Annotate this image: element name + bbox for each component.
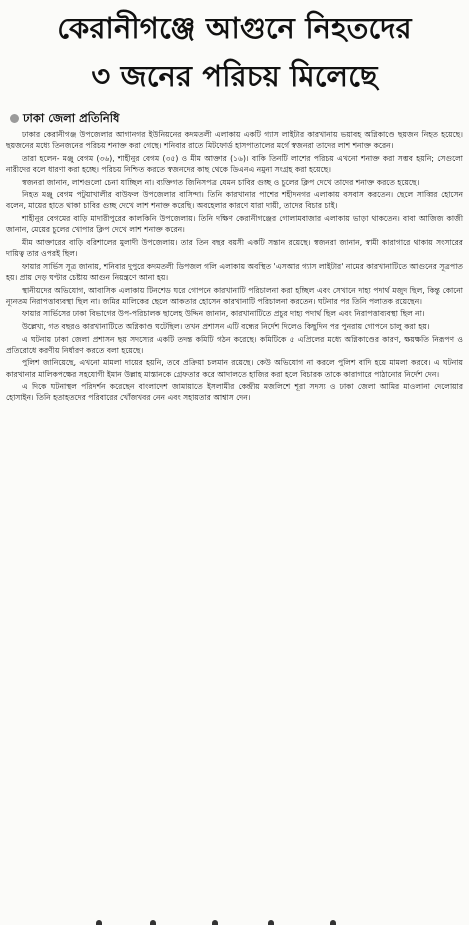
bullet-icon (10, 114, 19, 123)
article-paragraph: ফায়ার সার্ভিসের ঢাকা বিভাগের উপ-পরিচালক ছালেহ উদ্দিন জানান, কারখানাটিতে প্রচুর দাহ্য পদার্থ ছিল এবং নিরাপত্তাব্যবস্থা ছিল না। (22, 309, 425, 319)
cropped-next-headline (0, 918, 469, 924)
article-paragraph: মীম আক্তারের বাড়ি বরিশালের মুলাদী উপজেলায়। তার তিন বছর বয়সী একটি সন্তান রয়েছে। স্বজনরা জানান, স্বামী কারাগারে থাকায় সংসারের দায়িত্ব তার ওপরই ছিল। (6, 237, 463, 259)
article-paragraph: এ দিকে ঘটনাস্থল পরিদর্শন করেছেন বাংলাদেশ জামায়াতে ইসলামীর কেন্দ্রীয় মজলিশে শূরা সদস্য ও ঢাকা জেলা আমির মাওলানা দেলোয়ার হোসাইন। তিনি হতাহতদের পরিবারের খোঁজখবর নেন এবং সহায়তার আশ্বাস দেন। (6, 382, 463, 403)
headline (6, 4, 463, 100)
article-paragraph: এ ঘটনায় ঢাকা জেলা প্রশাসন ছয় সদস্যের একটি তদন্ত কমিটি গঠন করেছে। কমিটিকে ৫ এপ্রিলের মধ্যে অগ্নিকাণ্ডের কারণ, ক্ষয়ক্ষতি নিরূপণ ও প্রতিরোধে করণীয় নির্ধারণ করতে বলা হয়েছে। (6, 334, 463, 355)
article-paragraph: স্থানীয়দের অভিযোগ, আবাসিক এলাকায় টিনশেড ঘরে গোপনে কারখানাটি পরিচালনা করা হচ্ছিল এবং সেখানে দাহ্য পদার্থ মজুদ ছিল, কিন্তু কোনো ন্যূনতম নিরাপত্তাব্যবস্থা ছিল না। জমির মালিকের ছেলে আকতার হোসেন কারখানাটি পরিচালনা করতেন। ঘটনার পর তিনি পলাতক রয়েছেন। (6, 285, 463, 306)
article-paragraph: পুলিশ জানিয়েছে, এখনো মামলা দায়ের হয়নি, তবে প্রক্রিয়া চলমান রয়েছে। কেউ অভিযোগ না করলে পুলিশ বাদি হয়ে মামলা করবে। এ ঘটনায় কারখানার মালিকপক্ষের সহযোগী ইমান উল্লাহ মাস্তানকে গ্রেফতার করে আদালতে হাজির করা হলে বিচারক তাকে কারাগারে পাঠানোর নির্দেশ দেন। (6, 358, 463, 379)
article-paragraph: ফায়ার সার্ভিস সূত্র জানায়, শনিবার দুপুরে কদমতলী ডিপজল গলি এলাকায় অবস্থিত 'এসআর গ্যাস লাইটার' নামের কারখানাটিতে আগুনের সূত্রপাত হয়। প্রায় দেড় ঘণ্টার চেষ্টায় আগুন নিয়ন্ত্রণে আনা হয়। (6, 261, 463, 282)
byline (10, 110, 463, 127)
article-paragraph: ঢাকার কেরানীগঞ্জ উপজেলার আগানগর ইউনিয়নের কদমতলী এলাকায় একটি গ্যাস লাইটার কারখানায় ভয়াবহ অগ্নিকাণ্ডে ছয়জন নিহত হয়েছে। ছয়জনের মধ্যে তিনজনের পরিচয় শনাক্ত করা গেছে। শনিবার রাতে মিটফোর্ড হাসপাতালের মর্গে স্বজনরা তাদের লাশ শনাক্ত করেন। (6, 130, 463, 151)
article-paragraph: উল্লেখ্য, গত বছরও কারখানাটিতে অগ্নিকাণ্ড ঘটেছিল। তখন প্রশাসন এটি বন্ধের নির্দেশ দিলেও কিছুদিন পর পুনরায় গোপনে চালু করা হয়। (22, 322, 430, 331)
article-paragraph: স্বজনরা জানান, লাশগুলো চেনা যাচ্ছিল না। ব্যক্তিগত জিনিসপত্র যেমন চাবির গুচ্ছ ও চুলের ক্লিপ দেখে তাদের শনাক্ত করতে হয়েছে। (22, 177, 420, 187)
article-paragraph: শাহীনুর বেগমের বাড়ি মাদারীপুরের কালকিনি উপজেলায়। তিনি দক্ষিণ কেরানীগঞ্জের গোলামবাজার এলাকায় ভাড়া থাকতেন। বাবা আজিজ কাজী জানান, মেয়ের চুলের খোপার ক্লিপ দেখে লাশ শনাক্ত করেন। (6, 214, 463, 235)
article-paragraph: তারা হলেন- মঞ্জু বেগম (৩৬), শাহীনুর বেগম (৩৫) ও মীম আক্তার (১৬)। বাকি তিনটি লাশের পরিচয় এখনো শনাক্ত করা সম্ভব হয়নি; সেগুলো নারীদের বলে ধারণা করা হচ্ছে। পরিচয় নিশ্চিত করতে স্বজনদের কাছ থেকে ডিএনএ নমুনা সংগ্রহ করা হয়েছে। (6, 153, 463, 174)
article-body (6, 129, 463, 404)
headline-line-2: ৩ জনের পরিচয় মিলেছে (91, 59, 378, 93)
article-paragraph: নিহত মঞ্জু বেগম পটুয়াখালীর বাউফল উপজেলার বাসিন্দা। তিনি কারখানার পাশের শহীদনগর এলাকায় বসবাস করতেন। ছেলে সাব্বির হোসেন বলেন, মায়ের হাতে থাকা চাবির গুচ্ছ দেখে লাশ শনাক্ত করেছি। অবহেলার কারণে যারা দায়ী, তাদের বিচার চাই। (6, 190, 463, 211)
byline-text: ঢাকা জেলা প্রতিনিধি (23, 111, 120, 125)
headline-line-1: কেরানীগঞ্জে আগুনে নিহতদের (57, 11, 412, 45)
